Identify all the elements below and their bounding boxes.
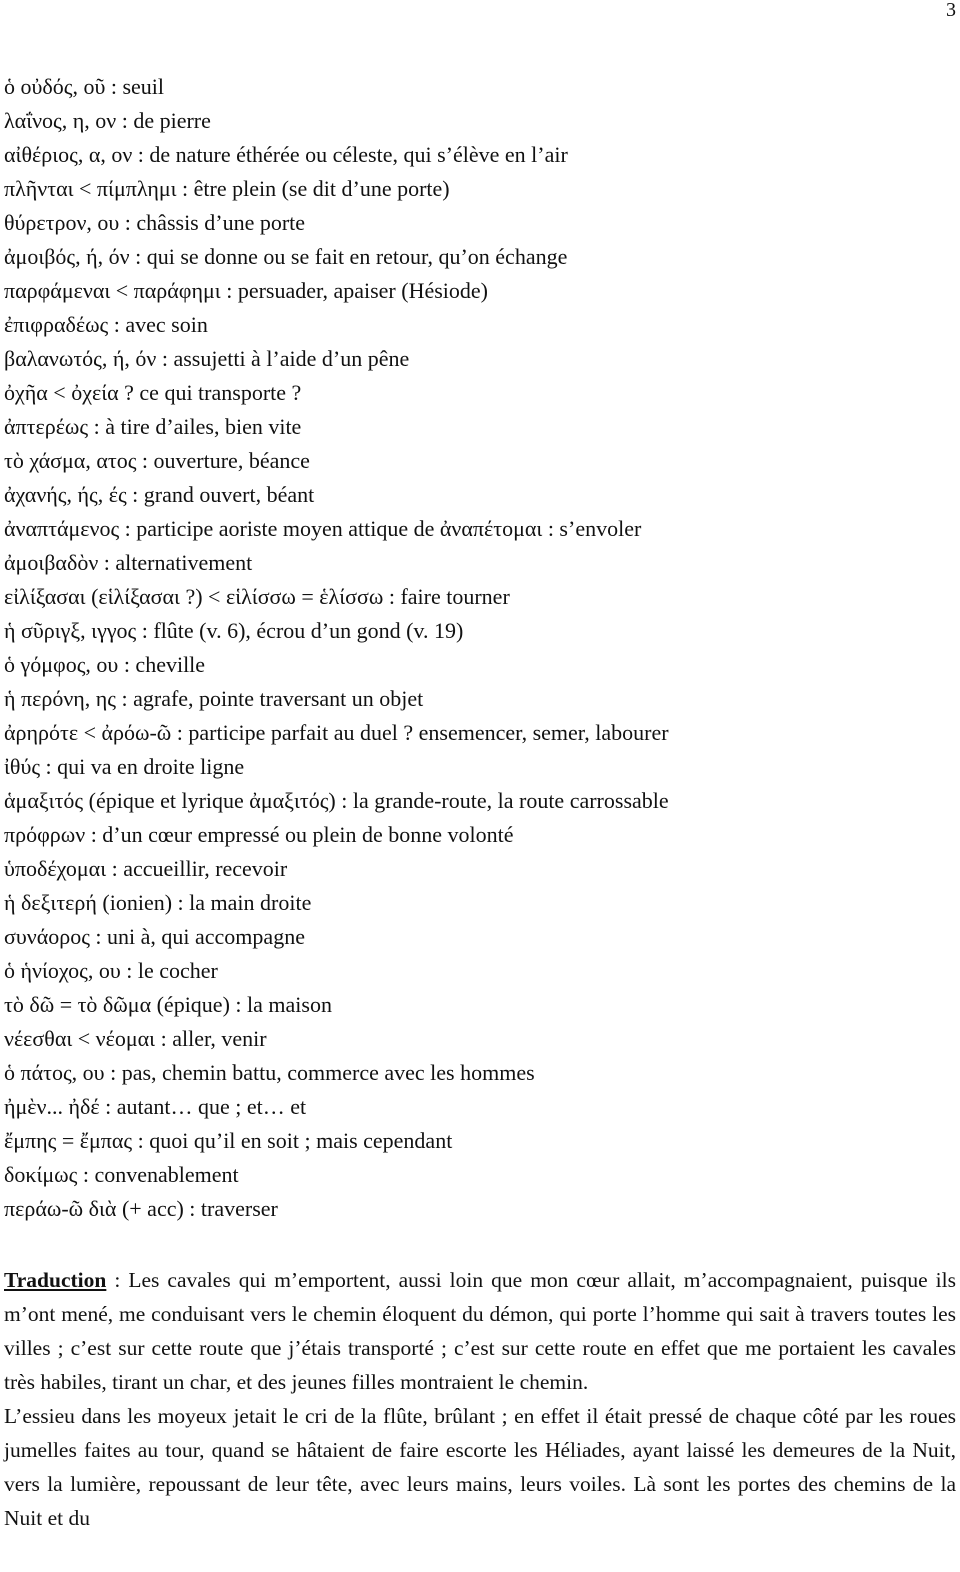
vocabulary-entry: τὸ δῶ = τὸ δῶμα (épique) : la maison [4,992,332,1017]
vocabulary-entry: ὁ γόμφος, ου : cheville [4,652,206,677]
translation-label: Traduction [4,1268,107,1292]
vocabulary-entry: βαλανωτός, ή, όν : assujetti à l’aide d’un pêne [4,346,410,371]
vocabulary-entry: ἀρηρότε < ἀρόω-ῶ : participe parfait au duel ? ensemencer, semer, labourer [4,720,669,745]
vocabulary-entry: νέεσθαι < νέομαι : aller, venir [4,1026,267,1051]
vocabulary-entry: ἡ δεξιτερή (ionien) : la main droite [4,890,312,915]
vocabulary-entry: δοκίμως : convenablement [4,1162,239,1187]
vocabulary-entry: ἡ σῦριγξ, ιγγος : flûte (v. 6), écrou d’un gond (v. 19) [4,618,464,643]
vocabulary-entry: ὁ οὐδός, οῦ : seuil [4,74,165,99]
vocabulary-entry: λαΐνος, η, ον : de pierre [4,108,211,133]
translation-separator: : [106,1268,129,1292]
vocabulary-entry: ἔμπης = ἔμπας : quoi qu’il en soit ; mais cependant [4,1128,453,1153]
translation-paragraph: L’essieu dans les moyeux jetait le cri de la flûte, brûlant ; en effet il était pressé de chaque côté par les roues jumelles faites au tour, quand se hâtaient de faire escorte les Héliades, ayant laissé les demeures de la Nuit, vers la lumière, repoussant de leur tête, avec leurs mains, leurs voiles. Là sont les portes des chemins de la Nuit et du [4,1404,956,1530]
vocabulary-entry: πλῆνται < πίμπλημι : être plein (se dit d’une porte) [4,176,450,201]
vocabulary-entry: παρφάμεναι < παράφημι : persuader, apaiser (Hésiode) [4,278,488,303]
vocabulary-list [4,70,954,1226]
vocabulary-entry: ὑποδέχομαι : accueillir, recevoir [4,856,288,881]
vocabulary-entry: περάω-ῶ διὰ (+ acc) : traverser [4,1196,278,1221]
vocabulary-entry: ἠμὲν... ἠδέ : autant… que ; et… et [4,1094,307,1119]
vocabulary-entry: ἀπτερέως : à tire d’ailes, bien vite [4,414,302,439]
vocabulary-entry: ἡ περόνη, ης : agrafe, pointe traversant un objet [4,686,424,711]
vocabulary-entry: ἀμοιβός, ή, όν : qui se donne ou se fait en retour, qu’on échange [4,244,568,269]
vocabulary-entry: ἐπιφραδέως : avec soin [4,312,208,337]
vocabulary-entry: τὸ χάσμα, ατος : ouverture, béance [4,448,310,473]
translation-text: Les cavales qui m’emportent, aussi loin que mon cœur allait, m’accompagnaient, puisque ils m’ont mené, me conduisant vers le chemin éloquent du démon, qui porte l’homme qui sait à travers toutes les villes ; c’est sur cette route que j’étais transporté ; c’est sur cette route en effet que me portaient les cavales très habiles, tirant un char, et des jeunes filles montraient le chemin. [4,1268,956,1394]
vocabulary-entry: εἰλίξασαι (εἱλίξασαι ?) < εἱλίσσω = ἑλίσσω : faire tourner [4,584,510,609]
vocabulary-entry: θύρετρον, ου : châssis d’une porte [4,210,306,235]
vocabulary-entry: ὁ πάτος, ου : pas, chemin battu, commerce avec les hommes [4,1060,535,1085]
vocabulary-entry: συνάορος : uni à, qui accompagne [4,924,305,949]
vocabulary-entry: ἀχανής, ής, ές : grand ouvert, béant [4,482,315,507]
vocabulary-entry: πρόφρων : d’un cœur empressé ou plein de bonne volonté [4,822,514,847]
vocabulary-entry: ἀναπτάμενος : participe aoriste moyen attique de ἀναπέτομαι : s’envoler [4,516,642,541]
vocabulary-entry: ὀχῆα < ὀχεία ? ce qui transporte ? [4,380,302,405]
vocabulary-entry: ἁμαξιτός (épique et lyrique ἀμαξιτός) : la grande-route, la route carrossable [4,788,669,813]
vocabulary-entry: ἰθύς : qui va en droite ligne [4,754,245,779]
vocabulary-entry: ἀμοιβαδὸν : alternativement [4,550,253,575]
vocabulary-entry: ὁ ἡνίοχος, ου : le cocher [4,958,218,983]
page-number: 3 [946,0,956,21]
vocabulary-entry: αἰθέριος, α, ον : de nature éthérée ou céleste, qui s’élève en l’air [4,142,568,167]
translation-section [4,1263,956,1535]
translation-paragraph [4,1263,956,1399]
